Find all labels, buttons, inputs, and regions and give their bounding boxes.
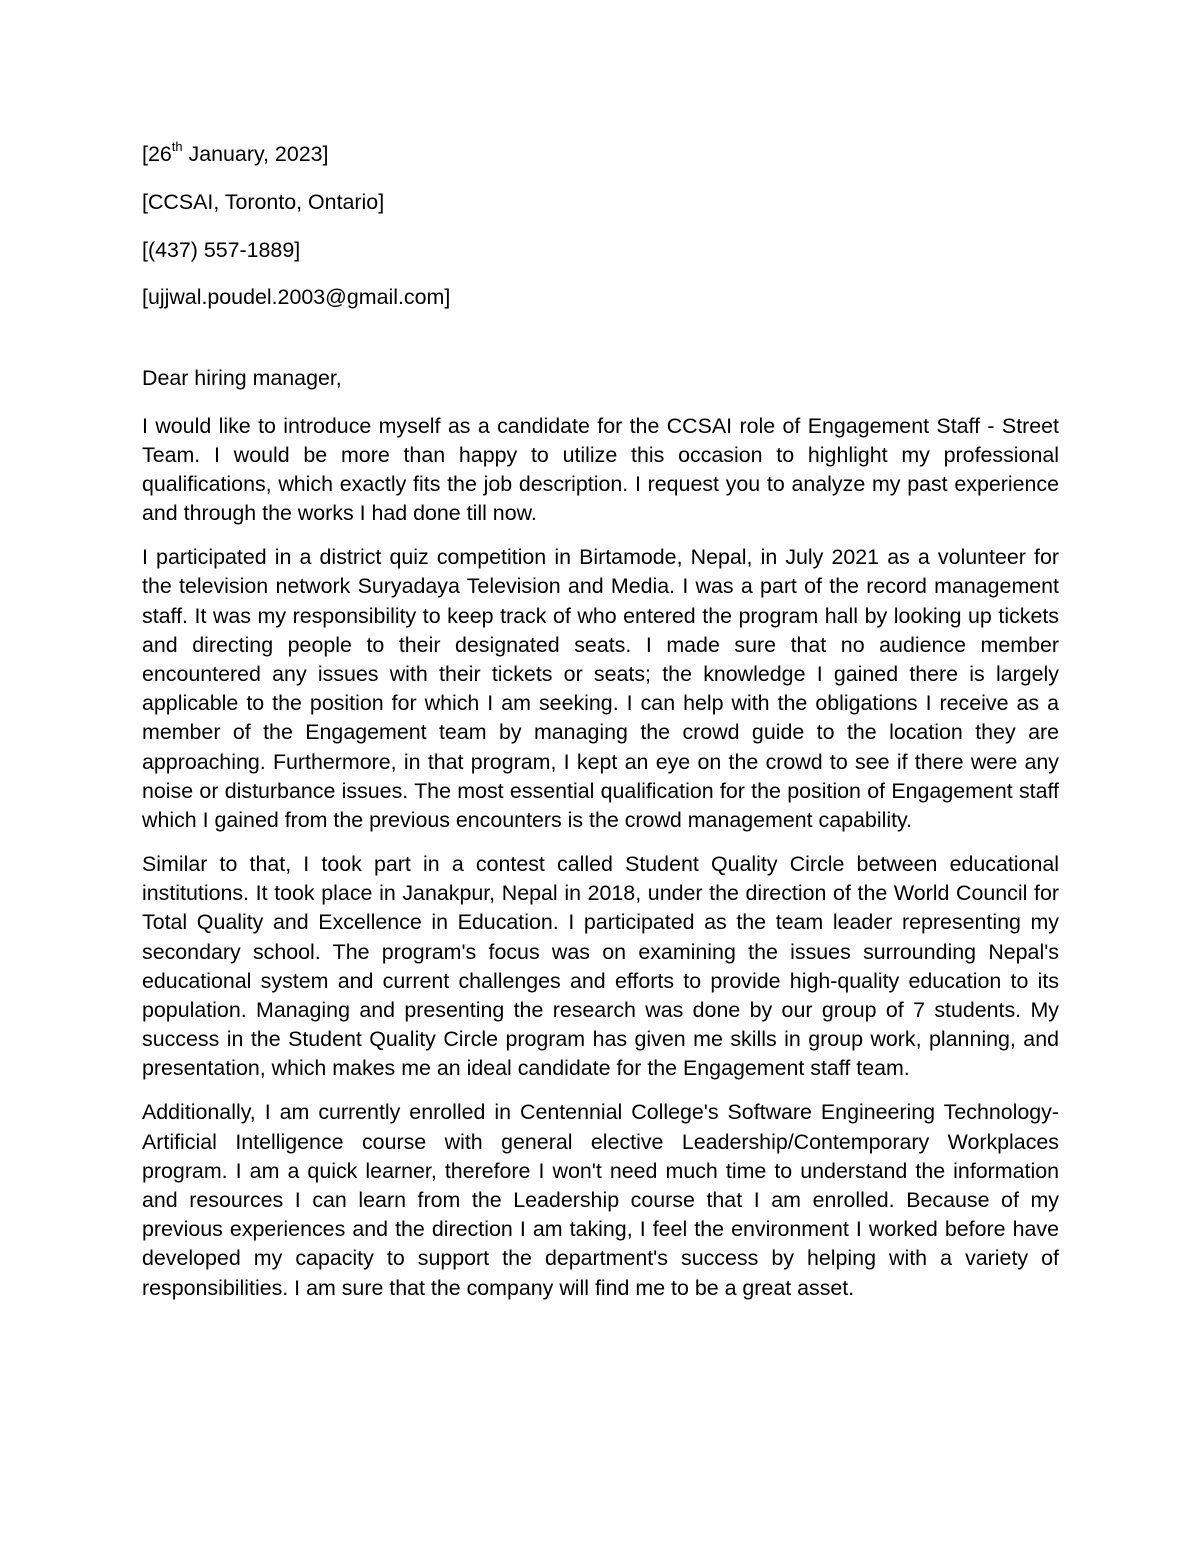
letter-paragraph-3: Similar to that, I took part in a contest called Student Quality Circle between educational institutions. It took place in Janakpur, Nepal in 2018, under the direction of the World Council for Total Quality and Excellence in Education. I participated as the team leader representing my secondary school. The program's focus was on examining the issues surrounding Nepal's educational system and current challenges and efforts to provide high-quality education to its population. Managing and presenting the research was done by our group of 7 students. My success in the Student Quality Circle program has given me skills in group work, planning, and presentation, which makes me an ideal candidate for the Engagement staff team.	[142, 852, 1059, 1081]
letter-paragraph-1: I would like to introduce myself as a candidate for the CCSAI role of Engagement Staff - Street Team. I would be more than happy to utilize this occasion to highlight my professional qualifications, which exactly fits the job description. I request you to analyze my past experience and through the works I had done till now.	[142, 413, 1059, 526]
date-ordinal-suffix: th	[171, 138, 183, 154]
date-open-bracket: [	[142, 142, 148, 166]
letter-address: [CCSAI, Toronto, Ontario]	[142, 189, 385, 214]
letter-paragraph-4: Additionally, I am currently enrolled in Centennial College's Software Engineering Technology-Artificial Intelligence course with general elective Leadership/Contemporary Workplaces program. I am a quick learner, therefore I won't need much time to understand the information and resources I can learn from the Leadership course that I am enrolled. Because of my previous experiences and the direction I am taking, I feel the environment I worked before have developed my capacity to support the department's success by helping with a variety of responsibilities. I am sure that the company will find me to be a great asset.	[142, 1100, 1059, 1300]
letter-paragraph-2: I participated in a district quiz competition in Birtamode, Nepal, in July 2021 as a volunteer for the television network Suryadaya Television and Media. I was a part of the record management staff. It was my responsibility to keep track of who entered the program hall by looking up tickets and directing people to their designated seats. I made sure that no audience member encountered any issues with their tickets or seats; the knowledge I gained there is largely applicable to the position for which I am seeking. I can help with the obligations I receive as a member of the Engagement team by managing the crowd guide to the location they are approaching. Furthermore, in that program, I kept an eye on the crowd to see if there were any noise or disturbance issues. The most essential qualification for the position of Engagement staff which I gained from the previous encounters is the crowd management capability.	[142, 545, 1059, 833]
letter-body	[142, 364, 1059, 1318]
date-close-bracket: ]	[322, 142, 329, 166]
date-month-year: January, 2023	[182, 142, 323, 166]
letter-date	[142, 140, 1062, 169]
letter-email: [ujjwal.poudel.2003@gmail.com]	[142, 285, 451, 310]
letter-header	[142, 140, 1062, 331]
letter-salutation: Dear hiring manager,	[142, 366, 342, 390]
date-day: 26	[147, 142, 172, 166]
letter-phone: [(437) 557-1889]	[142, 237, 301, 262]
